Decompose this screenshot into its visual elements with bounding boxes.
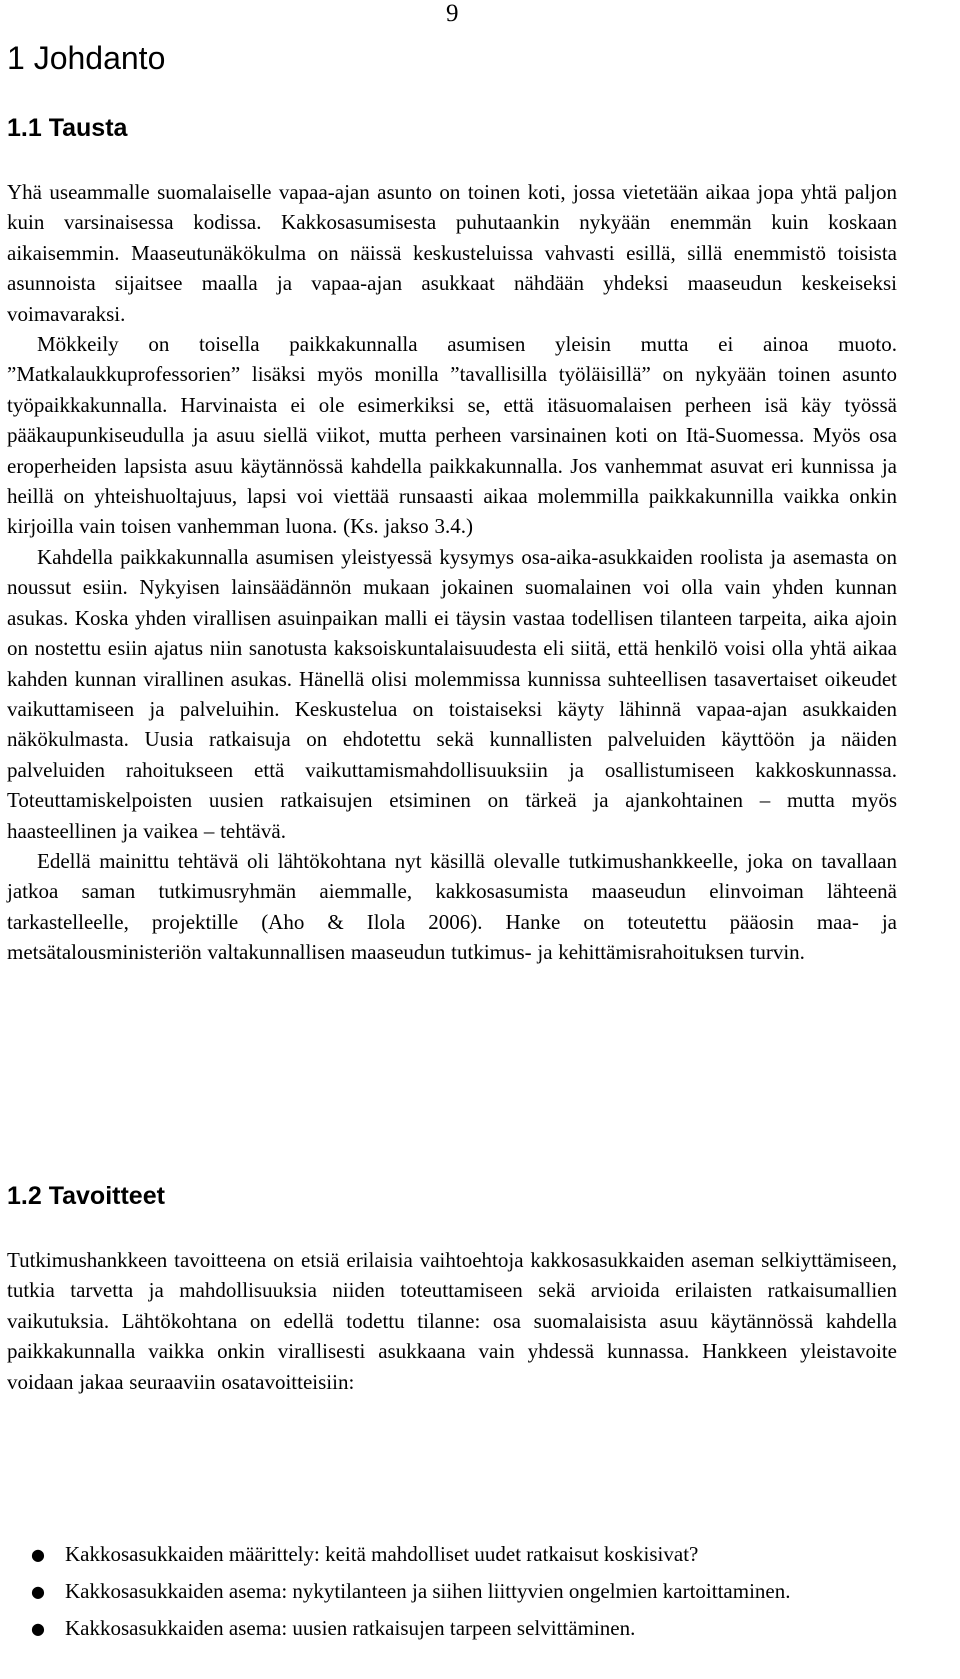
section-body-tavoitteet <box>7 1245 897 1397</box>
section-body-tausta <box>7 177 897 968</box>
bullet-icon: ● <box>31 1582 45 1601</box>
bullet-icon: ● <box>31 1545 45 1564</box>
list-item <box>7 1577 897 1606</box>
paragraph: Kahdella paikkakunnalla asumisen yleistyessä kysymys osa-aika-asukkaiden roolista ja asemasta on noussut esiin. Nykyisen lainsäädännön mukaan jokainen suomalainen voi olla vain yhden kunnan asukas. Koska yhden virallisen asuinpaikan malli ei täysin vastaa todellisen tilanteen tarpeita, aika ajoin on nostettu esiin ajatus niin sanotusta kaksoiskuntalaisuudesta eli siitä, että henkilö voisi olla yhtä aikaa kahden kunnan virallinen asukas. Hänellä olisi molemmissa kunnissa suhteellisen tasavertaiset oikeudet vaikuttamiseen ja palveluihin. Keskustelua on toistaiseksi käyty lähinnä vapaa-ajan asukkaiden näkökulmasta. Uusia ratkaisuja on ehdotettu sekä kunnallisten palveluiden käyttöön ja näiden palveluiden rahoitukseen että vaikuttamismahdollisuuksiin ja osallistumiseen kakkoskunnassa. Toteuttamiskelpoisten uusien ratkaisujen etsiminen on tärkeä ja ajankohtainen – mutta myös haasteellinen ja vaikea – tehtävä. <box>7 544 897 843</box>
section-title-tausta: 1.1 Tausta <box>7 114 128 142</box>
list-item <box>7 1540 897 1569</box>
list-item-text: Kakkosasukkaiden asema: nykytilanteen ja siihen liittyvien ongelmien kartoittaminen. <box>65 1579 791 1603</box>
list-item <box>7 1614 897 1643</box>
section-title-tavoitteet: 1.2 Tavoitteet <box>7 1182 165 1210</box>
bullet-icon: ● <box>31 1619 45 1638</box>
list-item-text: Kakkosasukkaiden määrittely: keitä mahdolliset uudet ratkaisut koskisivat? <box>65 1542 699 1566</box>
paragraph: Tutkimushankkeen tavoitteena on etsiä erilaisia vaihtoehtoja kakkosasukkaiden aseman selkiyttämiseen, tutkia tarvetta ja mahdollisuuksia niiden toteuttamiseen sekä arvioida erilaisten ratkaisumallien vaikutuksia. Lähtökohtana on edellä todettu tilanne: osa suomalaisista asuu käytännössä kahdella paikkakunnalla vaikka onkin virallisesti asukkaana vain yhdessä kunnassa. Hankkeen yleistavoite voidaan jakaa seuraaviin osatavoitteisiin: <box>7 1248 897 1394</box>
paragraph: Edellä mainittu tehtävä oli lähtökohtana nyt käsillä olevalle tutkimushankkeelle, joka on tavallaan jatkoa saman tutkimusryhmän aiemmalle, kakkosasumista maaseudun elinvoiman lähteenä tarkastelleelle, projektille (Aho & Ilola 2006). Hanke on toteutettu pääosin maa- ja metsätalousministeriön valtakunnallisen maaseudun tutkimus- ja kehittämisrahoituksen turvin. <box>7 848 897 965</box>
chapter-title: 1 Johdanto <box>7 40 166 76</box>
goal-list <box>7 1540 897 1651</box>
list-item-text: Kakkosasukkaiden asema: uusien ratkaisujen tarpeen selvittäminen. <box>65 1616 636 1640</box>
paragraph: Mökkeily on toisella paikkakunnalla asumisen yleisin mutta ei ainoa muoto. ”Matkalaukkuprofessorien” lisäksi myös monilla ”tavallisilla työläisillä” on nykyään toinen asunto työpaikkakunnalla. Harvinaista ei ole esimerkiksi se, että itäsuomalaisen perheen isä käy työssä pääkaupunkiseudulla ja asuu siellä viikot, mutta perheen varsinainen koti on Itä-Suomessa. Myös osa eroperheiden lapsista asuu käytännössä kahdella paikkakunnalla. Jos vanhemmat asuvat eri kunnissa ja heillä on yhteishuoltajuus, lapsi voi viettää runsaasti aikaa molemmilla paikkakunnilla vaikka onkin kirjoilla vain toisen vanhemman luona. (Ks. jakso 3.4.) <box>7 332 897 539</box>
paragraph: Yhä useammalle suomalaiselle vapaa-ajan asunto on toinen koti, jossa vietetään aikaa jopa yhtä paljon kuin varsinaisessa kodissa. Kakkosasumisesta puhutaankin nykyään enemmän kuin koskaan aikaisemmin. Maaseutunäkökulma on näissä keskusteluissa vahvasti esillä, sillä enemmistö toisista asunnoista sijaitsee maalla ja vapaa-ajan asukkaat nähdään yhdeksi maaseudun keskeiseksi voimavaraksi. <box>7 180 897 326</box>
page-number: 9 <box>446 0 459 27</box>
